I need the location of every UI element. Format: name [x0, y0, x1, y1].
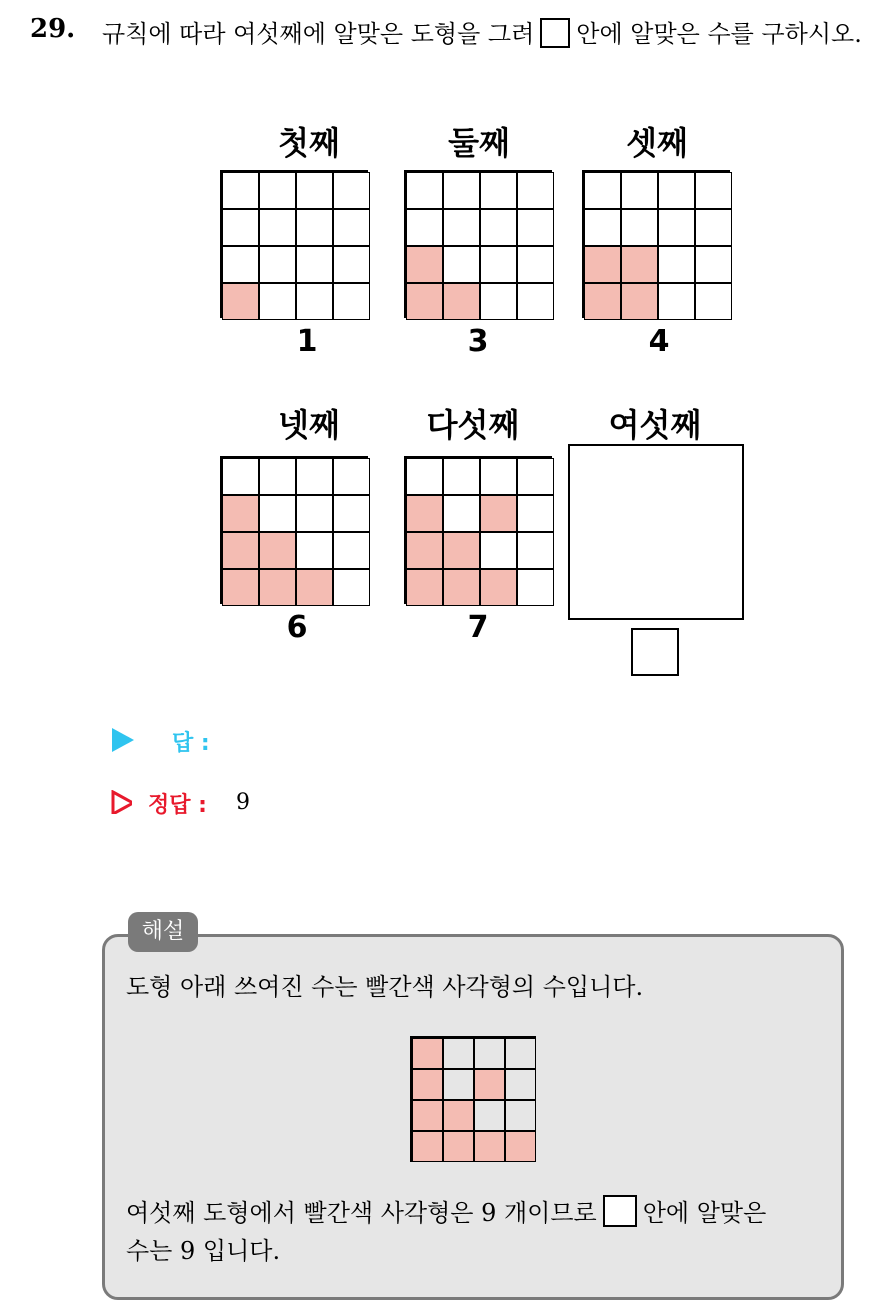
grid-cell	[443, 1069, 474, 1100]
red-cell	[474, 1131, 505, 1162]
red-cell	[505, 1131, 536, 1162]
blue-triangle-icon	[112, 728, 134, 752]
correct-answer-value: 9	[236, 790, 250, 815]
red-cell	[412, 1131, 443, 1162]
grid-cell	[658, 246, 695, 283]
correct-answer-label: 정답 :	[148, 793, 207, 818]
grid-cell	[480, 532, 517, 569]
grid-cell	[296, 495, 333, 532]
grid-cell	[621, 209, 658, 246]
grid-cell	[443, 246, 480, 283]
grid-cell	[517, 283, 554, 320]
grid-cell	[333, 209, 370, 246]
red-cell	[443, 532, 480, 569]
figure-grid-3	[582, 170, 730, 318]
grid-cell	[406, 458, 443, 495]
question-text	[102, 14, 872, 54]
figure-label-1: 첫째	[278, 124, 340, 162]
answer-blank-box	[540, 18, 570, 48]
explanation-tab: 해설	[128, 912, 198, 952]
red-cell	[259, 569, 296, 606]
grid-cell	[584, 172, 621, 209]
grid-cell	[296, 246, 333, 283]
red-cell	[222, 495, 259, 532]
red-cell	[406, 246, 443, 283]
red-cell	[412, 1069, 443, 1100]
grid-cell	[474, 1038, 505, 1069]
grid-cell	[517, 532, 554, 569]
grid-cell	[406, 209, 443, 246]
grid-cell	[333, 246, 370, 283]
grid-cell	[658, 209, 695, 246]
figure-value-1: 1	[296, 324, 318, 359]
grid-cell	[584, 209, 621, 246]
grid-cell	[259, 283, 296, 320]
grid-cell	[443, 458, 480, 495]
grid-cell	[222, 209, 259, 246]
grid-cell	[296, 209, 333, 246]
red-cell	[443, 1131, 474, 1162]
grid-cell	[333, 569, 370, 606]
red-cell	[406, 495, 443, 532]
grid-cell	[695, 283, 732, 320]
grid-cell	[443, 495, 480, 532]
red-cell	[412, 1038, 443, 1069]
grid-cell	[259, 458, 296, 495]
grid-cell	[480, 283, 517, 320]
explanation-line-2-part1: 여섯째 도형에서 빨간색 사각형은 9 개이므로	[126, 1199, 597, 1227]
red-cell	[621, 246, 658, 283]
question-number: 29.	[30, 14, 76, 44]
figure-grid-4	[220, 456, 368, 604]
figure-label-3: 셋째	[626, 124, 688, 162]
grid-cell	[658, 283, 695, 320]
grid-cell	[259, 246, 296, 283]
grid-cell	[259, 495, 296, 532]
red-cell	[222, 532, 259, 569]
figure-grid-2	[404, 170, 552, 318]
red-cell	[443, 569, 480, 606]
figure-label-6: 여섯째	[608, 406, 702, 444]
explanation-line-1: 도형 아래 쓰여진 수는 빨간색 사각형의 수입니다.	[126, 973, 644, 1001]
figure-value-2: 3	[467, 324, 489, 359]
grid-cell	[505, 1100, 536, 1131]
grid-cell	[517, 209, 554, 246]
grid-cell	[333, 458, 370, 495]
red-cell	[296, 569, 333, 606]
red-cell	[443, 1100, 474, 1131]
figure-label-2: 둘째	[448, 124, 510, 162]
explanation-grid	[410, 1036, 536, 1162]
red-cell	[474, 1069, 505, 1100]
grid-cell	[443, 1038, 474, 1069]
explanation-line-2-part2: 안에 알맞은	[642, 1199, 767, 1227]
grid-cell	[517, 495, 554, 532]
explanation-line-2	[126, 1194, 836, 1232]
grid-cell	[695, 172, 732, 209]
grid-cell	[480, 246, 517, 283]
grid-cell	[222, 246, 259, 283]
red-cell	[406, 283, 443, 320]
question-text-part2: 안에 알맞은 수를 구하시오.	[576, 20, 862, 48]
grid-cell	[658, 172, 695, 209]
grid-cell	[259, 172, 296, 209]
grid-cell	[296, 458, 333, 495]
figure-blank-6	[568, 444, 744, 620]
red-triangle-outline-icon	[110, 790, 132, 814]
red-cell	[259, 532, 296, 569]
grid-cell	[443, 172, 480, 209]
grid-cell	[406, 172, 443, 209]
red-cell	[584, 246, 621, 283]
figure-value-4: 6	[286, 610, 308, 645]
grid-cell	[333, 532, 370, 569]
grid-cell	[480, 209, 517, 246]
red-cell	[621, 283, 658, 320]
answer-label: 답 :	[172, 731, 210, 756]
grid-cell	[480, 458, 517, 495]
grid-cell	[222, 458, 259, 495]
grid-cell	[695, 246, 732, 283]
red-cell	[406, 532, 443, 569]
red-cell	[406, 569, 443, 606]
red-cell	[443, 283, 480, 320]
explanation-blank-box	[603, 1195, 637, 1227]
red-cell	[222, 283, 259, 320]
explanation-line-3: 수는 9 입니다.	[126, 1237, 281, 1265]
figure-answer-box-6	[631, 628, 679, 676]
figure-grid-5	[404, 456, 552, 604]
grid-cell	[474, 1100, 505, 1131]
figure-value-3: 4	[648, 324, 670, 359]
grid-cell	[517, 569, 554, 606]
grid-cell	[296, 283, 333, 320]
figure-value-5: 7	[467, 610, 489, 645]
grid-cell	[621, 172, 658, 209]
grid-cell	[333, 495, 370, 532]
red-cell	[584, 283, 621, 320]
grid-cell	[222, 172, 259, 209]
figure-label-4: 넷째	[278, 406, 340, 444]
red-cell	[412, 1100, 443, 1131]
grid-cell	[296, 172, 333, 209]
grid-cell	[695, 209, 732, 246]
grid-cell	[333, 172, 370, 209]
red-cell	[480, 569, 517, 606]
grid-cell	[505, 1069, 536, 1100]
grid-cell	[517, 172, 554, 209]
figure-grid-1	[220, 170, 368, 318]
grid-cell	[517, 246, 554, 283]
grid-cell	[517, 458, 554, 495]
grid-cell	[505, 1038, 536, 1069]
grid-cell	[296, 532, 333, 569]
grid-cell	[333, 283, 370, 320]
question-text-part1: 규칙에 따라 여섯째에 알맞은 도형을 그려	[102, 20, 535, 48]
red-cell	[222, 569, 259, 606]
grid-cell	[259, 209, 296, 246]
red-cell	[480, 495, 517, 532]
grid-cell	[443, 209, 480, 246]
figure-label-5: 다섯째	[426, 406, 520, 444]
grid-cell	[480, 172, 517, 209]
